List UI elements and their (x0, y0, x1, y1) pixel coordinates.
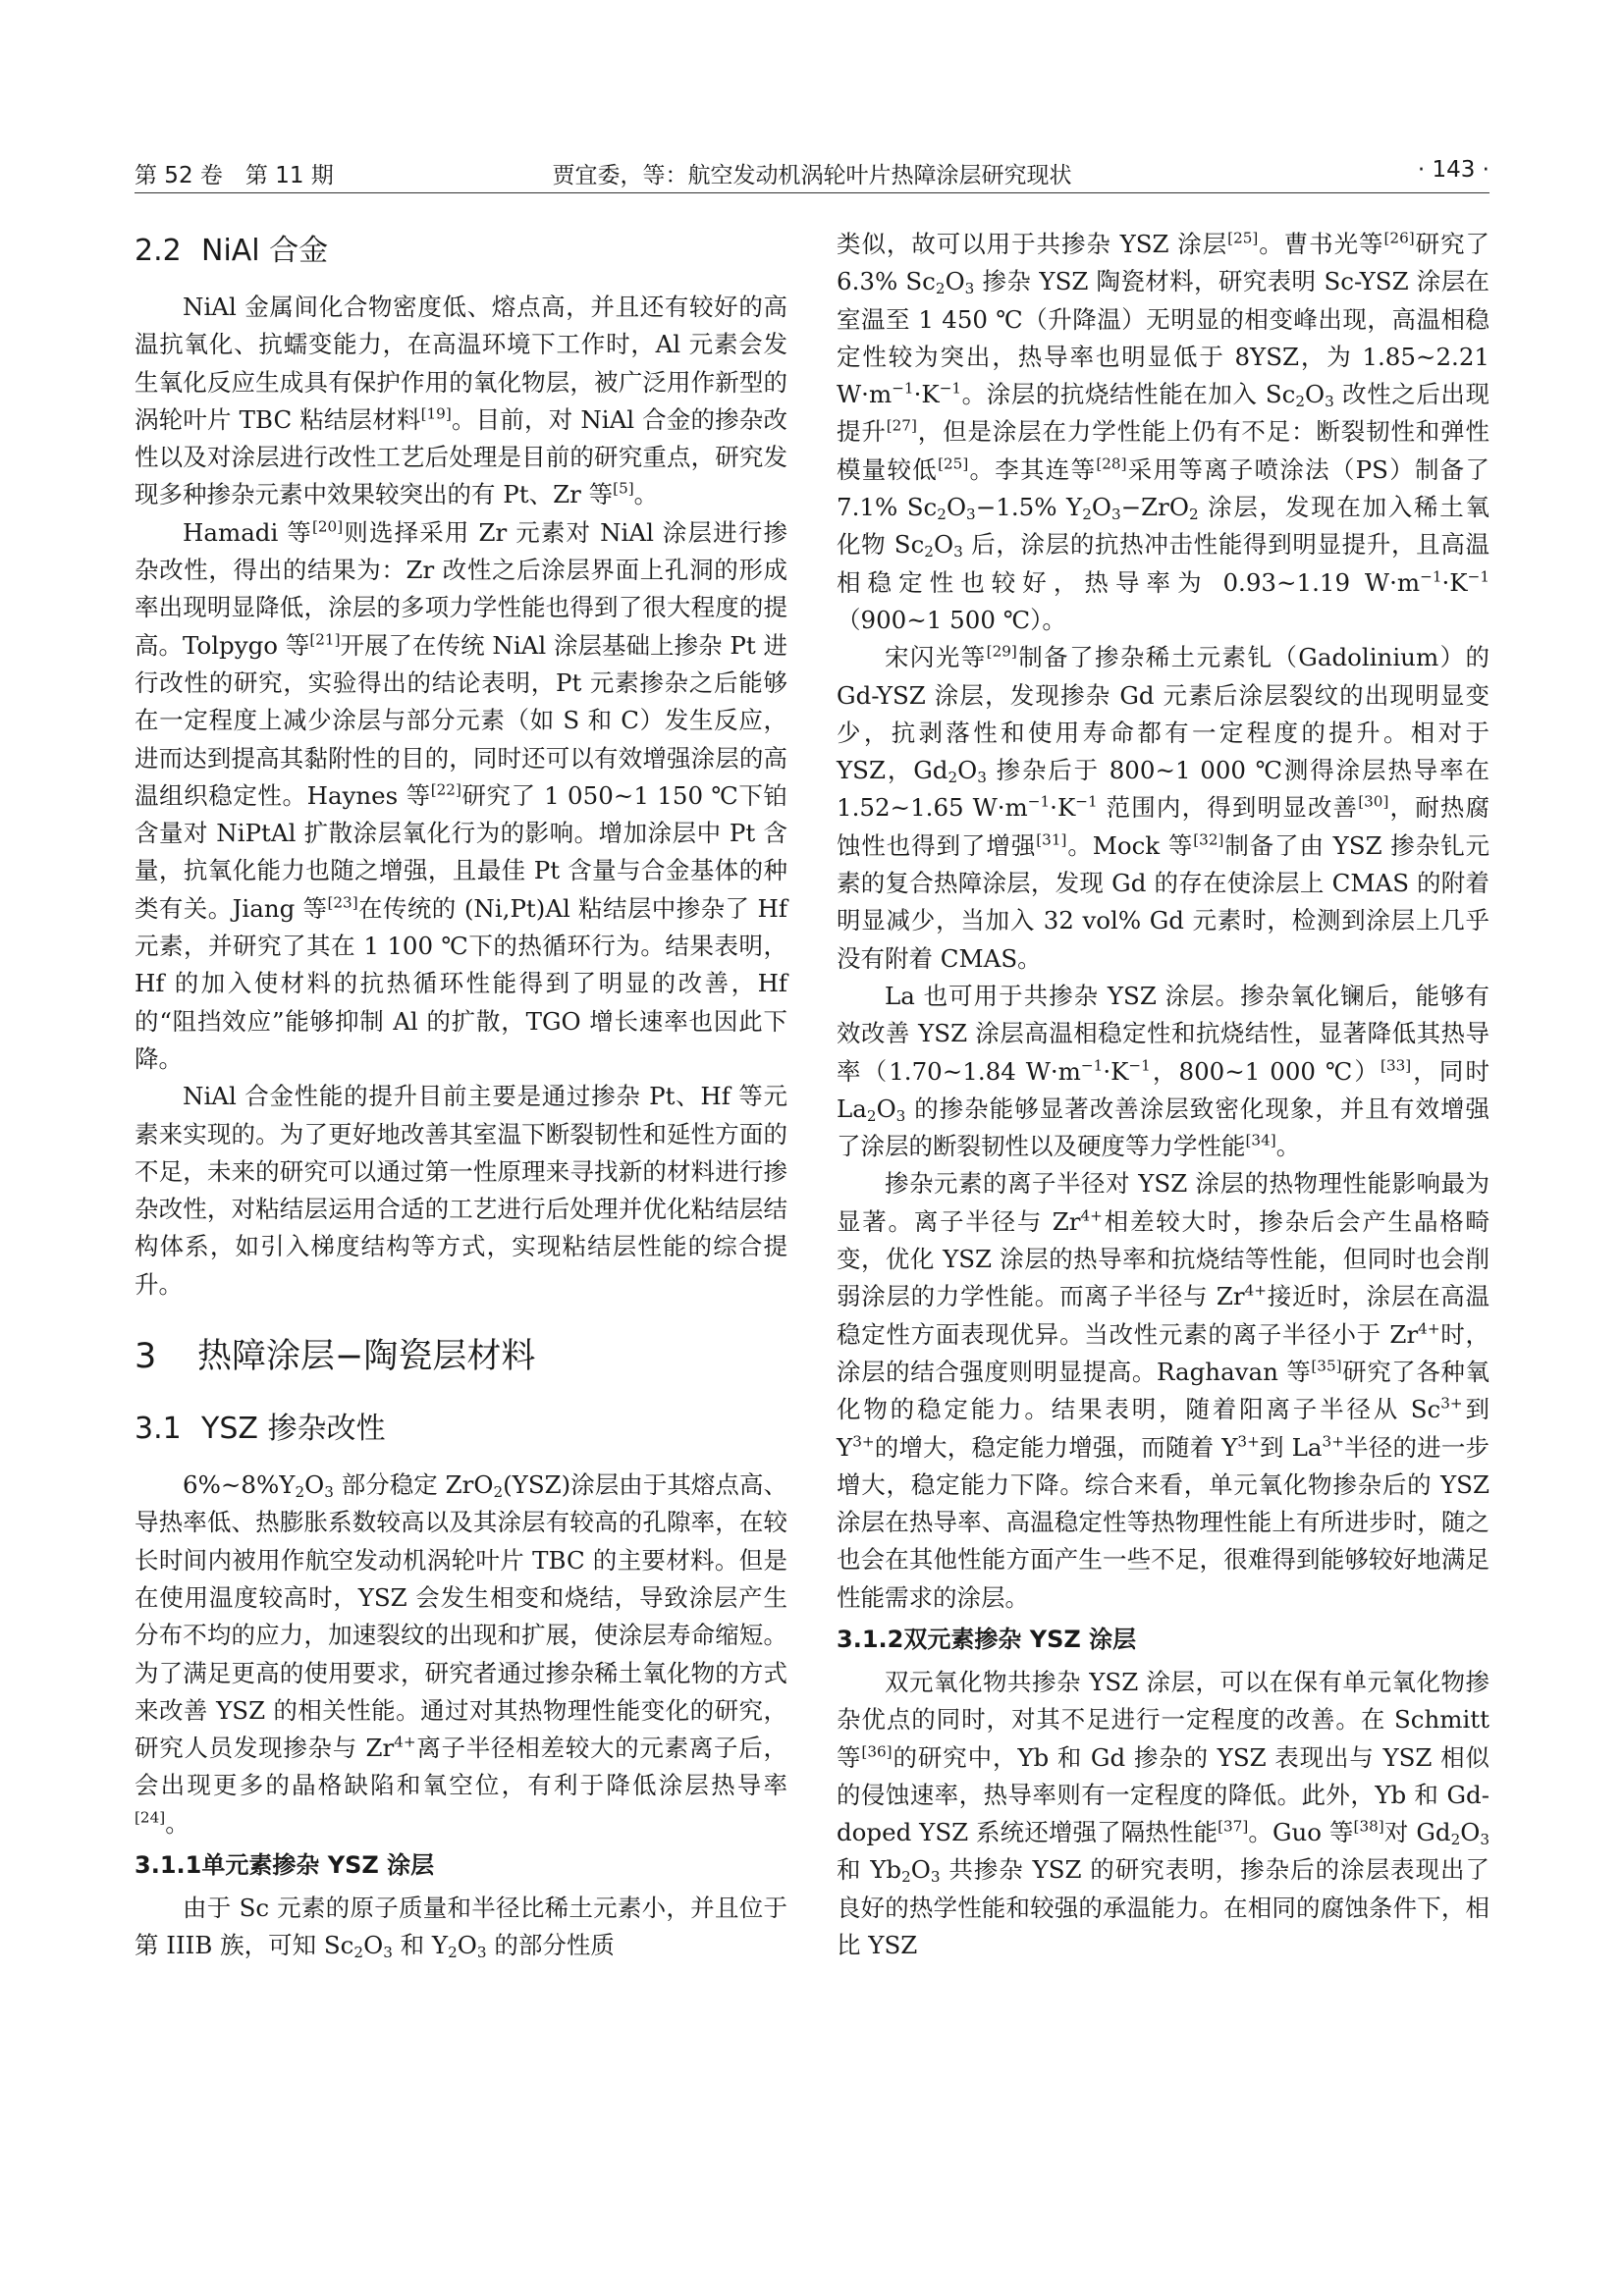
section-title: 双元素掺杂 YSZ 涂层 (903, 1625, 1137, 1653)
section-number: 3.1.2 (837, 1625, 904, 1653)
left-column (135, 226, 787, 1965)
paragraph-gd-doping: 宋闪光等[29]制备了掺杂稀土元素钆（Gadolinium）的 Gd-YSZ 涂层，发现掺杂 Gd 元素后涂层裂纹的出现明显变少，抗剥落性和使用寿命都有一定程度的提升。相对于 YSZ，$Gd_2O_3$ 掺杂后于 800~1 000 ℃测得涂层热导率在 1.52~1.65 $W\cdot m^{-1}\cdot K^{-1}$ 范围内，得到明显改善[30]，耐热腐蚀性也得到了增强[31]。Mock 等[32]制备了由 YSZ 掺杂钆元素的复合热障涂层，发现 Gd 的存在使涂层上 CMAS 的附着明显减少，当加入 32 vol% Gd 元素时，检测到涂层上几乎没有附着 CMAS。 (837, 642, 1490, 973)
section-number: 3.1 (135, 1412, 182, 1447)
paragraph-la-doping: La 也可用于共掺杂 YSZ 涂层。掺杂氧化镧后，能够有效改善 YSZ 涂层高温相稳定性和抗烧结性，显著降低其热导率（1.70~1.84 $W\cdot m^{-1}\cdot K^{-1}$，800~1 000 ℃）[33]，同时 $La_2O_3$ 的掺杂能够显著改善涂层致密化现象，并且有效增强了涂层的断裂韧性以及硬度等力学性能[34]。 (837, 981, 1489, 1161)
section-heading-2-2 (135, 230, 787, 273)
page-number: · 143 · (1417, 157, 1489, 183)
paragraph-sc-doping: 由于 Sc 元素的原子质量和半径比稀土元素小，并且位于第 IIIB 族，可知 $Sc_2O_3$ 和 $Y_2O_3$ 的部分性质 (135, 1893, 787, 1962)
section-title: NiAl 合金 (201, 234, 329, 268)
section-heading-3 (135, 1331, 787, 1382)
running-header (135, 157, 1489, 196)
section-title: 热障涂层−陶瓷层材料 (197, 1337, 536, 1377)
paragraph-ionic-radius: 掺杂元素的离子半径对 YSZ 涂层的热物理性能影响最为显著。离子半径与 $Zr^{4+}$相差较大时，掺杂后会产生晶格畸变，优化 YSZ 涂层的热导率和抗烧结等性能，但同时也会削弱涂层的力学性能。而离子半径与 $Zr^{4+}$接近时，涂层在高温稳定性方面表现优异。当改性元素的离子半径小于 $Zr^{4+}$时，涂层的结合强度则明显提高。Raghavan 等[35]研究了各种氧化物的稳定能力。结果表明，随着阳离子半径从 $Sc^{3+}$到 $Y^{3+}$的增大，稳定能力增强，而随着 $Y^{3+}$到 $La^{3+}$半径的进一步增大，稳定能力下降。综合来看，单元氧化物掺杂后的 YSZ 涂层在热导率、高温稳定性等热物理性能上有所进步时，随之也会在其他性能方面产生一些不足，很难得到能够较好地满足性能需求的涂层。 (837, 1169, 1490, 1612)
paragraph-nial-doping: Hamadi 等[20]则选择采用 Zr 元素对 NiAl 涂层进行掺杂改性，得出的结果为：Zr 改性之后涂层界面上孔洞的形成率出现明显降低，涂层的多项力学性能也得到了很大程度的提高。Tolpygo 等[21]开展了在传统 NiAl 涂层基础上掺杂 Pt 进行改性的研究，实验得出的结论表明，Pt 元素掺杂之后能够在一定程度上减少涂层与部分元素（如 S 和 C）发生反应，进而达到提高其黏附性的目的，同时还可以有效增强涂层的高温组织稳定性。Haynes 等[22]研究了 1 050~1 150 ℃下铂含量对 NiPtAl 扩散涂层氧化行为的影响。增加涂层中 Pt 含量，抗氧化能力也随之增强，且最佳 Pt 含量与合金基体的种类有关。Jiang 等[23]在传统的 (Ni,Pt)Al 粘结层中掺杂了 Hf 元素，并研究了其在 1 100 ℃下的热循环行为。结果表明，Hf 的加入使材料的抗热循环性能得到了明显的改善，Hf 的“阻挡效应”能够抑制 Al 的扩散，TGO 增长速率也因此下降。 (135, 517, 788, 1073)
paragraph-ysz-intro: $6\%\sim 8\%Y_2O_3$ 部分稳定 ZrO$_2$(YSZ)涂层由于其熔点高、导热率低、热膨胀系数较高以及其涂层有较高的孔隙率，在较长时间内被用作航空发动机涡轮叶片 TBC 的主要材料。但是在使用温度较高时，YSZ 会发生相变和烧结，导致涂层产生分布不均的应力，加速裂纹的出现和扩展，使涂层寿命缩短。为了满足更高的使用要求，研究者通过掺杂稀土氧化物的方式来改善 YSZ 的相关性能。通过对其热物理性能变化的研究，研究人员发现掺杂与 $Zr^{4+}$离子半径相差较大的元素离子后，会出现更多的晶格缺陷和氧空位，有利于降低涂层热导率[24]。 (135, 1470, 788, 1838)
paragraph-dual-doping: 双元氧化物共掺杂 YSZ 涂层，可以在保有单元氧化物掺杂优点的同时，对其不足进行一定程度的改善。在 Schmitt 等[36]的研究中，Yb 和 Gd 掺杂的 YSZ 表现出与 YSZ 相似的侵蚀速率，热导率则有一定程度的降低。此外，Yb 和 Gd-doped YSZ 系统还增强了隔热性能[37]。Guo 等[38]对 $Gd_2O_3$ 和 $Yb_2O_3$ 共掺杂 YSZ 的研究表明，掺杂后的涂层表现出了良好的热学性能和较强的承温能力。在相同的腐蚀条件下，相比 YSZ (837, 1667, 1490, 1960)
right-column (837, 226, 1489, 1964)
paragraph-nial-intro: NiAl 金属间化合物密度低、熔点高，并且还有较好的高温抗氧化、抗蠕变能力，在高温环境下工作时，Al 元素会发生氧化反应生成具有保护作用的氧化物层，被广泛用作新型的涡轮叶片 TBC 粘结层材料[19]。目前，对 NiAl 合金的掺杂改性以及对涂层进行改性工艺后处理是目前的研究重点，研究发现多种掺杂元素中效果较突出的有 Pt、Zr 等[5]。 (135, 293, 787, 509)
section-title: 单元素掺杂 YSZ 涂层 (201, 1850, 435, 1879)
section-number: 2.2 (135, 234, 182, 268)
paragraph-sc-continued: 类似，故可以用于共掺杂 YSZ 涂层[25]。曹书光等[26]研究了 6.3% $Sc_2O_3$ 掺杂 YSZ 陶瓷材料，研究表明 Sc-YSZ 涂层在室温至 1 450 ℃（升降温）无明显的相变峰出现，高温相稳定性较为突出，热导率也明显低于 8YSZ，为 1.85~2.21 $W\cdot m^{-1}\cdot K^{-1}$。涂层的抗烧结性能在加入 $Sc_2O_3$ 改性之后出现提升[27]，但是涂层在力学性能上仍有不足：断裂韧性和弹性模量较低[25]。李其连等[28]采用等离子喷涂法（PS）制备了 7.1% $Sc_2O_3-1.5\%$ $Y_2O_3-ZrO_2$ 涂层，发现在加入稀土氧化物 $Sc_2O_3$ 后，涂层的抗热冲击性能得到明显提升，且高温相稳定性也较好，热导率为 0.93~1.19 $W\cdot m^{-1}\cdot K^{-1}(900\sim 1$ 500 ℃）。 (837, 229, 1490, 634)
section-heading-3-1 (135, 1408, 787, 1451)
section-number: 3.1.1 (135, 1850, 202, 1879)
section-heading-3-1-2 (837, 1621, 1489, 1658)
section-title: YSZ 掺杂改性 (201, 1412, 386, 1447)
section-number: 3 (135, 1337, 157, 1377)
running-title: 贾宜委，等：航空发动机涡轮叶片热障涂层研究现状 (552, 163, 1072, 188)
section-heading-3-1-1 (135, 1846, 787, 1884)
header-rule (135, 192, 1489, 193)
paragraph-nial-summary: NiAl 合金性能的提升目前主要是通过掺杂 Pt、Hf 等元素来实现的。为了更好地改善其室温下断裂韧性和延性方面的不足，未来的研究可以通过第一性原理来寻找新的材料进行掺杂改性，对粘结层运用合适的工艺进行后处理并优化粘结层结构体系，如引入梯度结构等方式，实现粘结层性能的综合提升。 (135, 1082, 787, 1299)
journal-issue: 第 52 卷 第 11 期 (135, 163, 334, 188)
